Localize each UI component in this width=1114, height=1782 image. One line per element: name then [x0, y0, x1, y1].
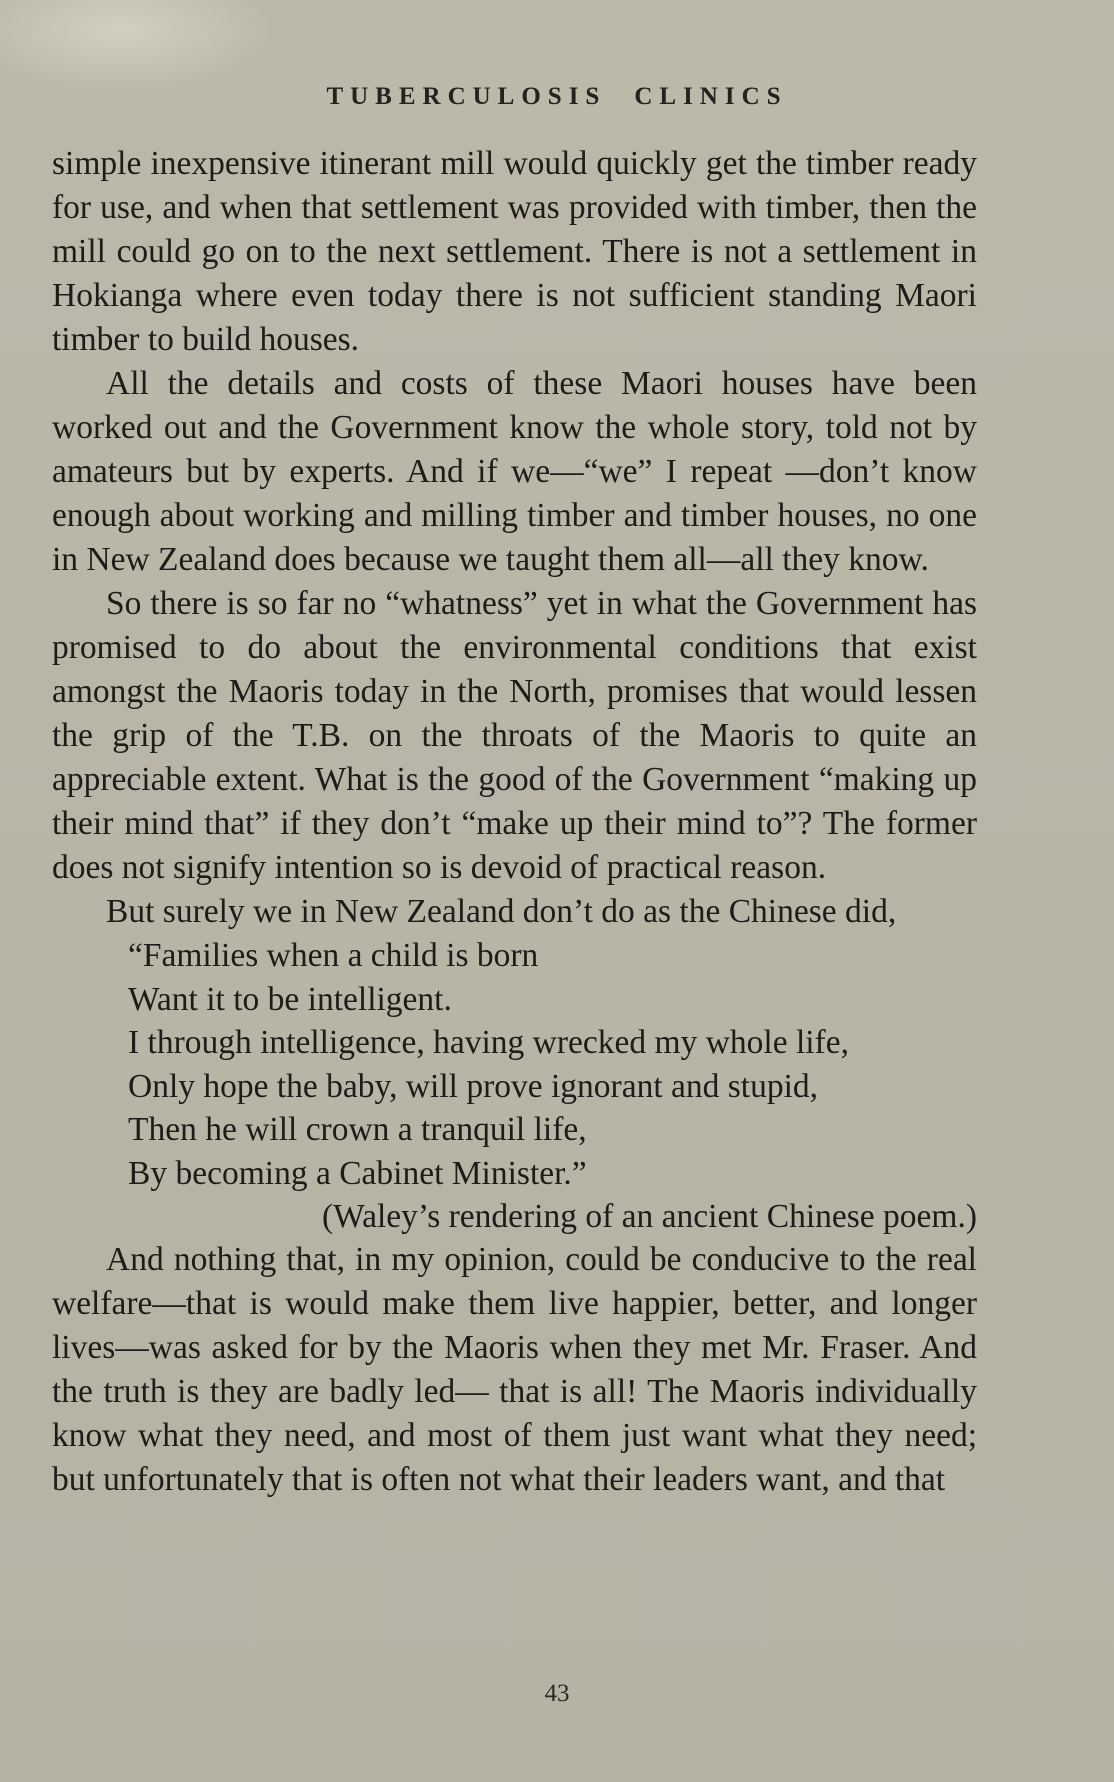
poem-line-5: Then he will crown a tranquil life, — [128, 1111, 587, 1148]
poem-attribution: (Waley’s rendering of an ancient Chinese poem.) — [322, 1198, 977, 1235]
poem-line-6: By becoming a Cabinet Minister.” — [128, 1154, 587, 1192]
paragraph-3: So there is so far no “whatness” yet in what the Government has promised to do about the environmental conditions that exist amongst the Maoris today in the North, promises that would lessen the grip of the T.B. on the throats of the Maoris to quite an appreciable extent. What is the good of the Government “making up their mind that” if they don’t “make up their mind to”? The former does not signify intention so is devoid of practical reason. — [52, 585, 977, 886]
paragraph-4: But surely we in New Zealand don’t do as the Chinese did, — [106, 893, 897, 930]
page-number: 43 — [544, 1680, 570, 1707]
poem-line-1: “Families when a child is born — [128, 937, 539, 974]
running-head-word-1: TUBERCULOSIS — [326, 83, 607, 110]
paragraph-2: All the details and costs of these Maori houses have been worked out and the Government know the whole story, told not by amateurs but by experts. And if we—“we” I repeat —don’t know enough about working and milling timber and timber houses, no one in New Zealand does because we taught them all—all they know. — [52, 365, 977, 578]
paragraph-5: And nothing that, in my opinion, could be conducive to the real welfare—that is would make them live happier, better, and longer lives—was asked for by the Maoris when they met Mr. Fraser. And the truth is they are badly led— that is all! The Maoris individually know what they need, and most of them just want what they need; but unfortunately that is often not what their leaders want, and that — [52, 1241, 977, 1498]
poem-line-3: I through intelligence, having wrecked my whole life, — [128, 1024, 849, 1061]
running-head-word-2: CLINICS — [634, 83, 788, 110]
poem-quote — [128, 934, 977, 1195]
paragraph-1: simple inexpensive itinerant mill would quickly get the timber ready for use, and when that settlement was provided with timber, then the mill could go on to the next settlement. There is not a settlement in Hokianga where even today there is not sufficient standing Maori timber to build houses. — [52, 145, 977, 358]
poem-line-2: Want it to be intelligent. — [128, 980, 452, 1018]
running-head — [0, 84, 1114, 109]
poem-line-4: Only hope the baby, will prove ignorant and stupid, — [128, 1067, 819, 1105]
body-text — [52, 142, 977, 1502]
